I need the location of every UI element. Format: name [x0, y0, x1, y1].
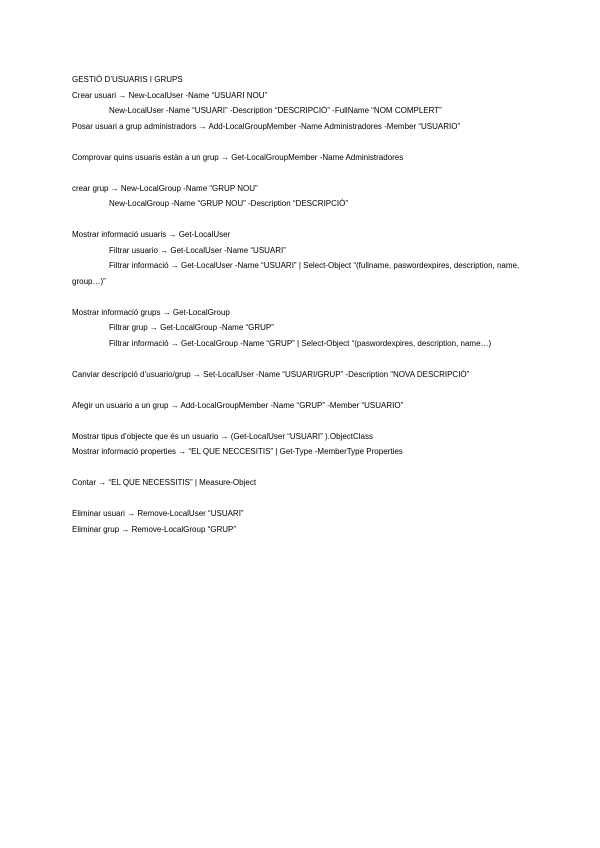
text-line-mostrar-usuaris: Mostrar informació usuaris → Get-LocalUser — [72, 230, 231, 239]
text-line-mostrar-grups: Mostrar informació grups → Get-LocalGroup — [72, 307, 230, 317]
text-line-filtrar-usuario: Filtrar usuario → Get-LocalUser -Name “USUARI” — [109, 245, 286, 255]
spacer — [72, 212, 542, 228]
text-line-posar-admin: Posar usuari a grup administradors → Add-LocalGroupMember -Name Administradores -Member “USUARIO” — [72, 121, 461, 131]
spacer — [72, 134, 542, 150]
text-line-comprovar: Comprovar quins usuaris estàn a un grup → Get-LocalGroupMember -Name Administradores — [72, 152, 404, 162]
text-line-crear-grup-detall: New-LocalGroup -Name “GRUP NOU” -Description “DESCRIPCIÓ” — [109, 199, 349, 208]
text-line-eliminar-usuari: Eliminar usuari → Remove-LocalUser “USUARI” — [72, 509, 244, 518]
spacer — [72, 413, 542, 429]
text-line-afegir-usuari: Afegir un usuario a un grup → Add-LocalGroupMember -Name “GRUP” -Member “USUARIO” — [72, 400, 404, 410]
text-line-mostrar-tipus: Mostrar tipus d’objecte que és un usuario → (Get-LocalUser “USUARI” ).ObjectClass — [72, 431, 373, 441]
text-line-filtrar-grup: Filtrar grup → Get-LocalGroup -Name “GRUP” — [109, 323, 274, 332]
spacer — [72, 491, 542, 507]
spacer — [72, 351, 542, 367]
spacer — [72, 289, 542, 305]
document-title: GESTIÓ D’USUARIS I GRUPS — [72, 75, 183, 84]
filtrar-info-usuari-text: Filtrar informació → Get-LocalUser -Name “USUARI” | Select-Object “(fullname, paswordexpires, description, name, group…)” — [72, 261, 520, 286]
document-page — [72, 72, 542, 537]
text-line-contar: Contar → “EL QUE NECESSITIS” | Measure-Object — [72, 478, 257, 487]
text-line-mostrar-properties: Mostrar informació properties → “EL QUE NECCESITIS” | Get-Type -MemberType Properties — [72, 447, 403, 456]
text-line-filtrar-info-usuari — [72, 258, 542, 289]
text-line-crear-grup: crear grup → New-LocalGroup -Name “GRUP NOU” — [72, 183, 258, 193]
text-line-crear-usuari: Crear usuari → New-LocalUser -Name “USUARI NOU” — [72, 90, 268, 100]
spacer — [72, 165, 542, 181]
text-line-crear-usuari-detall: New-LocalUser -Name “USUARI” -Description “DESCRIPCIÓ” -FullName “NOM COMPLERT” — [109, 106, 442, 115]
text-line-canviar-descripcio: Canviar descripció d’usuario/grup → Set-LocalUser -Name “USUARI/GRUP” -Description “NOVA DESCRIPCIÓ” — [72, 369, 470, 379]
spacer — [72, 460, 542, 476]
spacer — [72, 382, 542, 398]
filtrar-info-grup-text: Filtrar informació → Get-LocalGroup -Name “GRUP” | Select-Object “(paswordexpires, description, name…) — [109, 338, 492, 348]
text-line-eliminar-grup: Eliminar grup → Remove-LocalGroup “GRUP” — [72, 524, 237, 534]
text-line-filtrar-info-grup — [72, 336, 542, 352]
